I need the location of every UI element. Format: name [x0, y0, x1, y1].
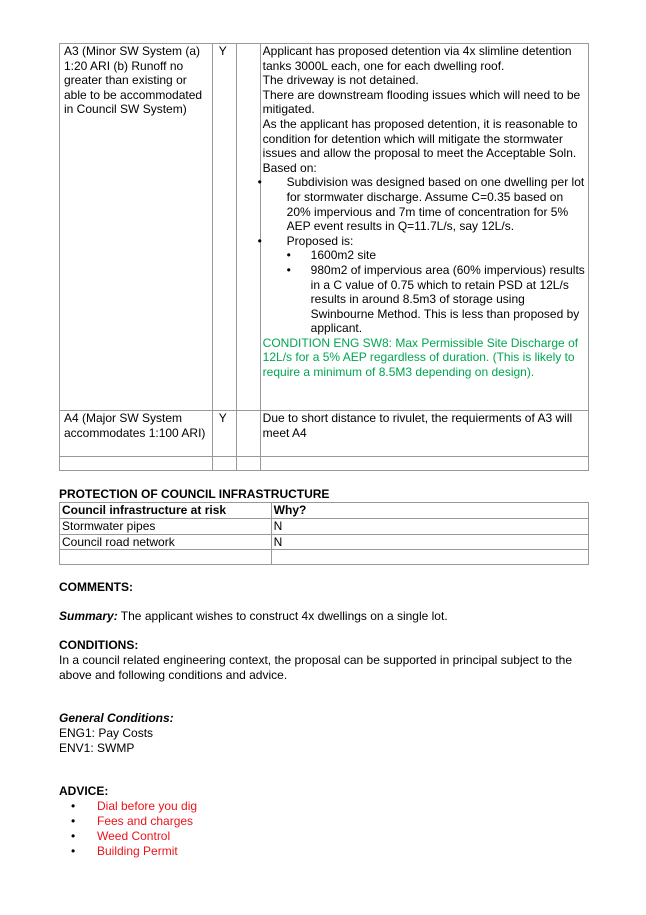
table-row [60, 550, 589, 565]
advice-list [59, 799, 359, 859]
table-cell: N [271, 534, 588, 550]
condition-text: CONDITION ENG SW8: Max Permissible Site Discharge of 12L/s for a 5% AEP regardless of duration. (This is likely to require a minimum of 8.5M3 depending on design). [262, 335, 579, 380]
column-header: Why? [271, 503, 588, 519]
conditions-heading: CONDITIONS: [59, 638, 139, 652]
comment-line: There are downstream flooding issues which will need to be mitigated. [262, 87, 581, 117]
list-item: • Weed Control [59, 829, 359, 844]
comments-heading: COMMENTS: [59, 580, 133, 594]
infrastructure-table [59, 502, 589, 565]
criterion-cell: A4 (Major SW System accommodates 1:100 ARI) [60, 411, 213, 457]
empty-cell [271, 550, 588, 565]
compliant-cell: Y [212, 411, 236, 457]
proposed-list [263, 248, 586, 336]
table-row [60, 44, 589, 411]
table-cell: Council road network [60, 534, 272, 550]
summary-label: Summary: [59, 609, 118, 623]
list-item: • Dial before you dig [59, 799, 359, 814]
blank-cell [236, 411, 260, 457]
list-item: • Fees and charges [59, 814, 359, 829]
general-condition-item: ENV1: SWMP [59, 741, 135, 755]
advice-heading: ADVICE: [59, 784, 109, 798]
section-heading: PROTECTION OF COUNCIL INFRASTRUCTURE [59, 487, 330, 501]
empty-cell [236, 457, 260, 471]
comment-cell: Due to short distance to rivulet, the requierments of A3 will meet A4 [260, 411, 588, 457]
table-row [60, 457, 589, 471]
compliant-cell: Y [212, 44, 236, 411]
comment-line: Applicant has proposed detention via 4x slimline detention tanks 3000L each, one for each dwelling roof. [262, 44, 572, 73]
list-item: • Building Permit [59, 844, 359, 859]
list-item: • Subdivision was designed based on one dwelling per lot for stormwater discharge. Assume C=0.35 based on 20% impervious and 7m time of concentration for 5% AEP event results in Q=11.7L/s, say 12L/s. [263, 175, 586, 233]
table-row [60, 519, 589, 535]
table-row [60, 411, 589, 457]
table-row [60, 534, 589, 550]
column-header: Council infrastructure at risk [60, 503, 272, 519]
list-item: • Proposed is: [263, 234, 586, 249]
criteria-table [59, 43, 589, 471]
list-item: • 1600m2 site [263, 248, 586, 263]
general-conditions-heading: General Conditions: [59, 711, 174, 725]
conditions-text: In a council related engineering context, the proposal can be supported in principal subject to the above and following conditions and advice. [59, 653, 572, 682]
summary-paragraph [59, 609, 599, 624]
summary-text: The applicant wishes to construct 4x dwellings on a single lot. [117, 609, 448, 623]
comment-cell [260, 44, 588, 411]
list-item: • 980m2 of impervious area (60% impervious) results in a C value of 0.75 which to retain PSD at 12L/s results in around 8.5m3 of storage using Swinbourne Method. This is less than proposed by applicant. [263, 263, 586, 336]
table-cell: N [271, 519, 588, 535]
blank-cell [236, 44, 260, 411]
criterion-cell: A3 (Minor SW System (a) 1:20 ARI (b) Runoff no greater than existing or able to be accommodated in Council SW System) [60, 44, 213, 411]
table-cell: Stormwater pipes [60, 519, 272, 535]
general-condition-item: ENG1: Pay Costs [59, 726, 154, 740]
empty-cell [260, 457, 588, 471]
empty-cell [60, 457, 213, 471]
based-on-list [263, 175, 586, 248]
comment-line: Based on: [262, 160, 317, 175]
table-header-row [60, 503, 589, 519]
empty-cell [60, 550, 272, 565]
comment-line: As the applicant has proposed detention, it is reasonable to condition for detention which will mitigate the stormwater issues and allow the proposal to meet the Acceptable Soln. [262, 116, 578, 161]
comment-line: The driveway is not detained. [262, 73, 419, 88]
empty-cell [212, 457, 236, 471]
